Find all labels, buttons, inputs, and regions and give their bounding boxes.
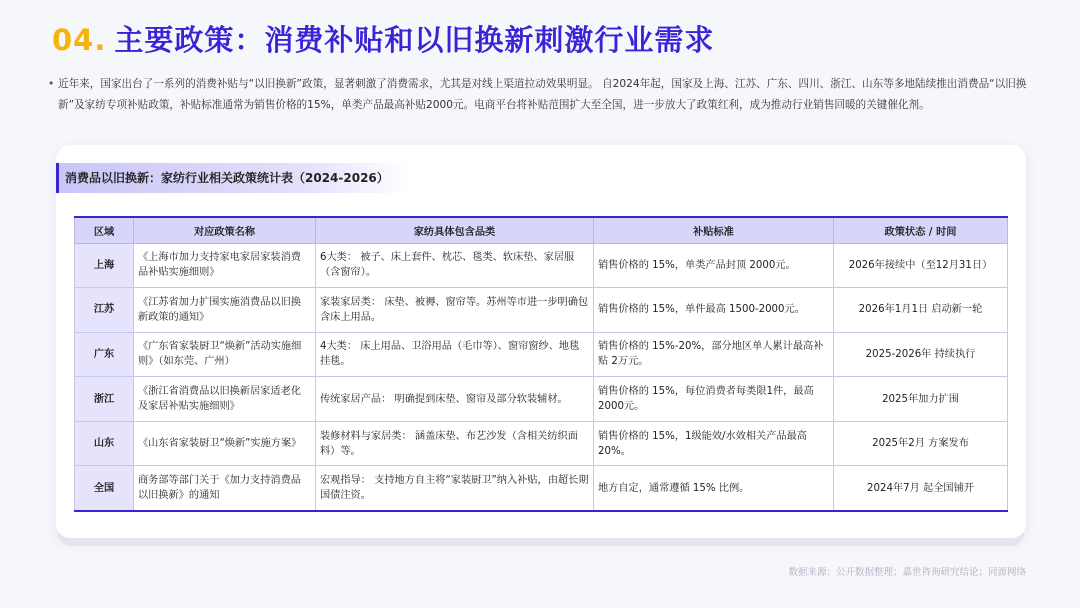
intro-paragraph — [48, 74, 1033, 116]
cell-status: 2026年1月1日 启动新一轮 — [834, 288, 1008, 333]
header-subsidy: 补贴标准 — [594, 217, 834, 243]
section-number: 04. — [52, 23, 107, 57]
table-row — [75, 288, 1008, 333]
table-row — [75, 466, 1008, 511]
cell-status: 2025-2026年 持续执行 — [834, 332, 1008, 377]
cell-region: 全国 — [75, 466, 134, 511]
header-categories: 家纺具体包含品类 — [316, 217, 594, 243]
table-row — [75, 243, 1008, 288]
cell-subsidy: 销售价格的 15%-20%，部分地区单人累计最高补贴 2万元。 — [594, 332, 834, 377]
header-policy: 对应政策名称 — [134, 217, 316, 243]
cell-status: 2025年加力扩围 — [834, 377, 1008, 422]
intro-text: 近年来，国家出台了一系列的消费补贴与“以旧换新”政策，显著刺激了消费需求，尤其是对线上渠道拉动效果明显。 自2024年起，国家及上海、江苏、广东、四川、浙江、山东等多地陆续推出消费品“以旧换新”及家纺专项补贴政策，补贴标准通常为销售价格的15%，单类产品最高补贴2000元。电商平台将补贴范围扩大至全国，进一步放大了政策红利，成为推动行业销售回暖的关键催化剂。 — [58, 78, 1027, 111]
cell-region: 山东 — [75, 421, 134, 466]
cell-policy: 《浙江省消费品以旧换新居家适老化及家居补贴实施细则》 — [134, 377, 316, 422]
cell-categories: 6大类： 被子、床上套件、枕芯、毯类、软床垫、家居服（含窗帘）。 — [316, 243, 594, 288]
table-row — [75, 421, 1008, 466]
page-title — [52, 18, 714, 59]
cell-region: 上海 — [75, 243, 134, 288]
cell-categories: 传统家居产品： 明确提到床垫、窗帘及部分软装辅材。 — [316, 377, 594, 422]
cell-subsidy: 销售价格的 15%，单类产品封顶 2000元。 — [594, 243, 834, 288]
cell-policy: 商务部等部门关于《加力支持消费品以旧换新》的通知 — [134, 466, 316, 511]
cell-policy: 《江苏省加力扩围实施消费品以旧换新政策的通知》 — [134, 288, 316, 333]
table-header-row — [75, 217, 1008, 243]
cell-subsidy: 销售价格的 15%，单件最高 1500-2000元。 — [594, 288, 834, 333]
data-source-note: 数据来源：公开数据整理；嘉世咨询研究结论；同源网络 — [788, 567, 1026, 578]
cell-region: 江苏 — [75, 288, 134, 333]
policy-table — [74, 216, 1008, 512]
bullet-icon: • — [48, 78, 55, 90]
cell-categories: 宏观指导： 支持地方自主将“家装厨卫”纳入补贴，由超长期国债注资。 — [316, 466, 594, 511]
cell-status: 2024年7月 起全国铺开 — [834, 466, 1008, 511]
header-region: 区域 — [75, 217, 134, 243]
table-row — [75, 332, 1008, 377]
cell-categories: 装修材料与家居类： 涵盖床垫、布艺沙发（含相关纺织面料）等。 — [316, 421, 594, 466]
cell-status: 2026年接续中（至12月31日） — [834, 243, 1008, 288]
cell-subsidy: 销售价格的 15%，1级能效/水效相关产品最高 20%。 — [594, 421, 834, 466]
cell-policy: 《上海市加力支持家电家居家装消费品补贴实施细则》 — [134, 243, 316, 288]
cell-categories: 4大类： 床上用品、卫浴用品（毛巾等）、窗帘窗纱、地毯挂毯。 — [316, 332, 594, 377]
card-title: 消费品以旧换新：家纺行业相关政策统计表（2024-2026） — [56, 163, 408, 193]
cell-subsidy: 地方自定，通常遵循 15% 比例。 — [594, 466, 834, 511]
policy-card — [56, 145, 1026, 538]
cell-subsidy: 销售价格的 15%，每位消费者每类限1件，最高 2000元。 — [594, 377, 834, 422]
cell-policy: 《山东省家装厨卫“焕新”实施方案》 — [134, 421, 316, 466]
cell-policy: 《广东省家装厨卫“焕新”活动实施细则》（如东莞、广州） — [134, 332, 316, 377]
header-status: 政策状态 / 时间 — [834, 217, 1008, 243]
cell-categories: 家装家居类： 床垫、被褥、窗帘等。苏州等市进一步明确包含床上用品。 — [316, 288, 594, 333]
cell-region: 广东 — [75, 332, 134, 377]
cell-region: 浙江 — [75, 377, 134, 422]
section-title: 主要政策：消费补贴和以旧换新刺激行业需求 — [114, 23, 715, 57]
table-row — [75, 377, 1008, 422]
cell-status: 2025年2月 方案发布 — [834, 421, 1008, 466]
